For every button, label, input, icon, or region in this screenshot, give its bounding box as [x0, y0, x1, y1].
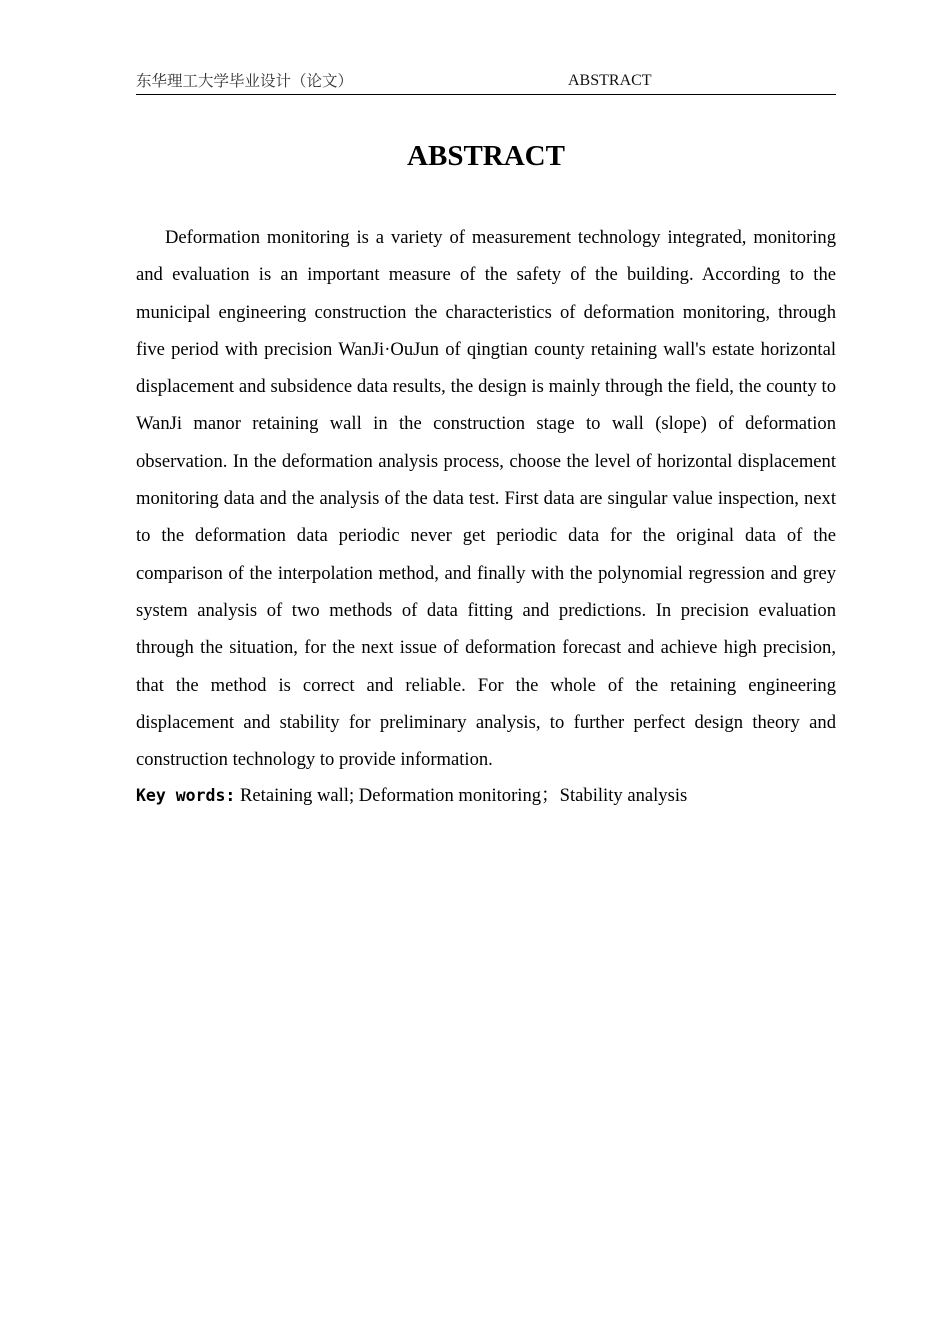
header-university-title: 东华理工大学毕业设计（论文）	[136, 72, 354, 90]
header-section-title: ABSTRACT	[568, 72, 652, 89]
page-header	[136, 70, 836, 95]
keywords-values: Retaining wall; Deformation monitoring；Stability analysis	[240, 785, 688, 806]
page-title: ABSTRACT	[407, 140, 565, 172]
abstract-paragraph: Deformation monitoring is a variety of measurement technology integrated, monitoring and evaluation is an important measure of the safety of the building. According to the municipal engineering construction the characteristics of deformation monitoring, through five period with precision WanJi·OuJun of qingtian county retaining wall's estate horizontal displacement and subsidence data results, the design is mainly through the field, the county to WanJi manor retaining wall in the construction stage to wall (slope) of deformation observation. In the deformation analysis process, choose the level of horizontal displacement monitoring data and the analysis of the data test. First data are singular value inspection, next to the deformation data periodic never get periodic data for the original data of the comparison of the interpolation method, and finally with the polynomial regression and grey system analysis of two methods of data fitting and predictions. In precision evaluation through the situation, for the next issue of deformation forecast and achieve high precision, that the method is correct and reliable. For the whole of the retaining engineering displacement and stability for preliminary analysis, to further perfect design theory and construction technology to provide information.	[136, 227, 836, 771]
keywords-label: Key words:	[136, 786, 236, 805]
keywords-line	[136, 782, 836, 810]
